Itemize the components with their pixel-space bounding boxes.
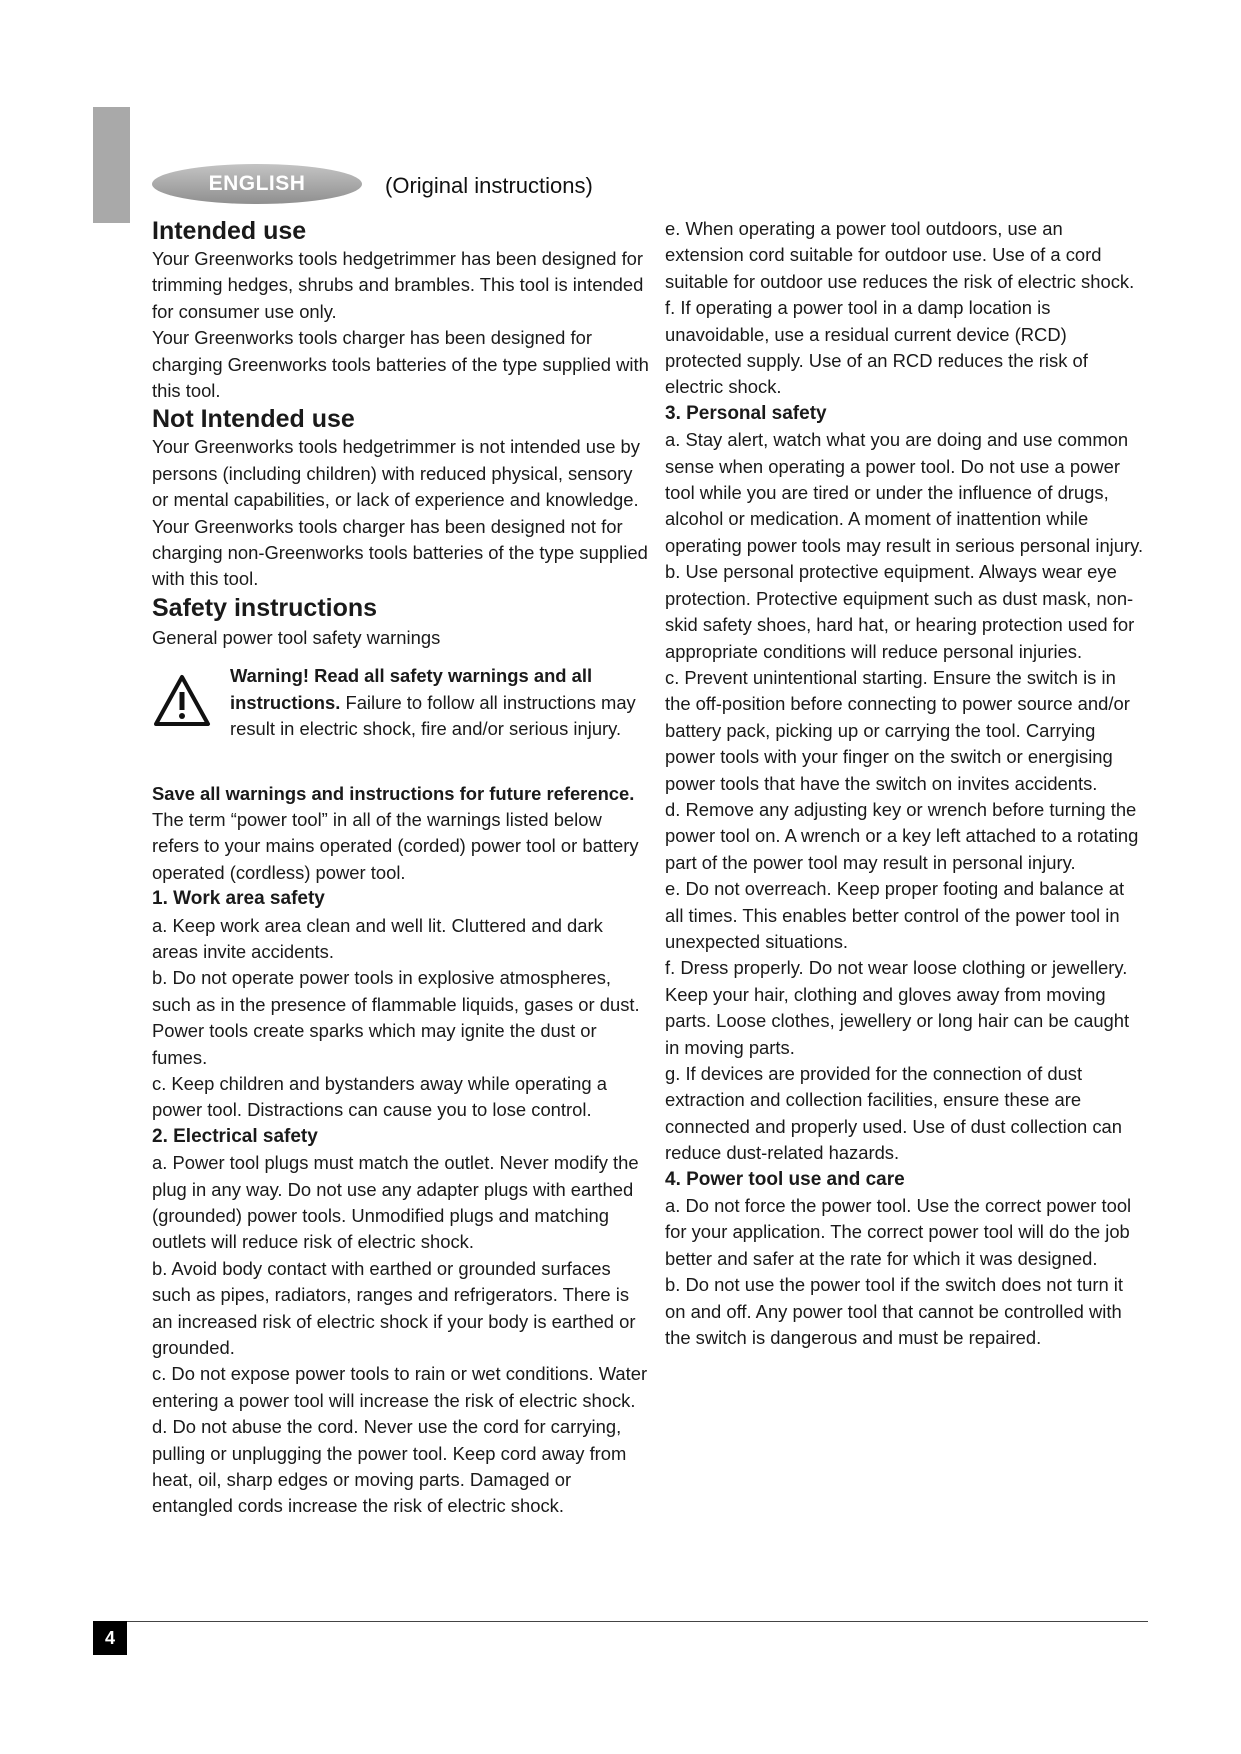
personal-item-d: d. Remove any adjusting key or wrench before turning the power tool on. A wrench or a key left attached to a rotating part of the power tool may result in personal injury. <box>665 798 1139 873</box>
page-number: 4 <box>93 1621 127 1655</box>
electrical-item-f: f. If operating a power tool in a damp location is unavoidable, use a residual current device (RCD) protected supply. Use of an RCD reduces the risk of electric shock. <box>665 297 1088 398</box>
warning-triangle-icon <box>152 673 212 729</box>
tool-use-item-b: b. Do not use the power tool if the switch does not turn it on and off. Any power tool that cannot be controlled with the switch is dangerous and must be repaired. <box>665 1274 1123 1349</box>
electrical-item-a: a. Power tool plugs must match the outlet. Never modify the plug in any way. Do not use any adapter plugs with earthed (grounded) power tools. Unmodified plugs and matching outlets will reduce risk of electric shock. <box>152 1152 639 1253</box>
tool-use-heading: 4. Power tool use and care <box>665 1168 905 1190</box>
left-column <box>152 216 649 1520</box>
personal-item-g: g. If devices are provided for the connection of dust extraction and collection facilities, ensure these are connected and properly used. Use of dust collection can reduce dust-related hazards. <box>665 1063 1122 1164</box>
work-area-safety-heading: 1. Work area safety <box>152 888 325 910</box>
footer-divider <box>93 1621 1148 1622</box>
save-reference-note: Save all warnings and instructions for future reference. <box>152 782 635 804</box>
language-badge: ENGLISH <box>152 164 362 204</box>
side-tab-marker <box>93 107 130 223</box>
intended-use-heading: Intended use <box>152 217 307 245</box>
original-instructions-note: (Original instructions) <box>385 173 593 198</box>
tool-use-item-a: a. Do not force the power tool. Use the correct power tool for your application. The correct power tool will do the job better and safer at the rate for which it was designed. <box>665 1195 1132 1269</box>
electrical-item-b: b. Avoid body contact with earthed or grounded surfaces such as pipes, radiators, ranges and refrigerators. There is an increased risk of electric shock if your body is earthed or grounded. <box>152 1257 636 1359</box>
not-intended-use-heading: Not Intended use <box>152 405 355 434</box>
work-area-item-b: b. Do not operate power tools in explosive atmospheres, such as in the presence of flammable liquids, gases or dust. Power tools create sparks which may ignite the dust or fumes. <box>152 967 640 1068</box>
electrical-safety-heading: 2. Electrical safety <box>152 1125 318 1147</box>
safety-subtitle: General power tool safety warnings <box>152 626 441 648</box>
right-column <box>665 216 1145 1351</box>
warning-text <box>230 663 649 742</box>
warning-block <box>152 663 649 742</box>
electrical-item-c: c. Do not expose power tools to rain or wet conditions. Water entering a power tool will increase the risk of electric shock. <box>152 1363 648 1411</box>
power-tool-term-paragraph: The term “power tool” in all of the warnings listed below refers to your mains operated (corded) power tool or battery operated (cordless) power tool. <box>152 808 639 883</box>
not-intended-use-paragraph-1: Your Greenworks tools hedgetrimmer is not intended use by persons (including children) with reduced physical, sensory or mental capabilities, or lack of experience and knowledge. <box>152 436 640 511</box>
safety-instructions-heading: Safety instructions <box>152 593 378 622</box>
not-intended-use-paragraph-2: Your Greenworks tools charger has been designed not for charging non-Greenworks tools batteries of the type supplied with this tool. <box>152 515 648 590</box>
work-area-item-c: c. Keep children and bystanders away while operating a power tool. Distractions can cause you to lose control. <box>152 1072 607 1121</box>
personal-safety-heading: 3. Personal safety <box>665 402 827 424</box>
intended-use-paragraph-1: Your Greenworks tools hedgetrimmer has been designed for trimming hedges, shrubs and brambles. This tool is intended for consumer use only. <box>152 248 644 322</box>
work-area-item-a: a. Keep work area clean and well lit. Cluttered and dark areas invite accidents. <box>152 914 603 962</box>
personal-item-f: f. Dress properly. Do not wear loose clothing or jewellery. Keep your hair, clothing and gloves away from moving parts. Loose clothes, jewellery or long hair can be caught in moving parts. <box>665 957 1130 1058</box>
intended-use-paragraph-2: Your Greenworks tools charger has been designed for charging Greenworks tools batteries of the type supplied with this tool. <box>152 327 649 402</box>
warning-rest-text: Failure to follow all instructions may result in electric shock, fire and/or serious injury. <box>230 691 636 740</box>
personal-item-e: e. Do not overreach. Keep proper footing and balance at all times. This enables better control of the power tool in unexpected situations. <box>665 878 1125 952</box>
personal-item-b: b. Use personal protective equipment. Always wear eye protection. Protective equipment such as dust mask, non-skid safety shoes, hard hat, or hearing protection used for appropriate conditions will reduce personal injuries. <box>665 561 1135 662</box>
personal-item-c: c. Prevent unintentional starting. Ensure the switch is in the off-position before connecting to power source and/or battery pack, picking up or carrying the tool. Carrying power tools with your finger on the switch or energising power tools that have the switch on invites accidents. <box>665 666 1130 794</box>
electrical-item-d: d. Do not abuse the cord. Never use the cord for carrying, pulling or unplugging the power tool. Keep cord away from heat, oil, sharp edges or moving parts. Damaged or entangled cords increase the risk of electric shock. <box>152 1416 627 1517</box>
electrical-item-e: e. When operating a power tool outdoors, use an extension cord suitable for outdoor use. Use of a cord suitable for outdoor use reduces the risk of electric shock. <box>665 218 1135 292</box>
personal-item-a: a. Stay alert, watch what you are doing and use common sense when operating a power tool. Do not use a power tool while you are tired or under the influence of drugs, alcohol or medication. A moment of inattention while operating power tools may result in serious personal injury. <box>665 429 1144 556</box>
warning-bold-text: Warning! Read all safety warnings and all instructions. <box>230 665 593 713</box>
